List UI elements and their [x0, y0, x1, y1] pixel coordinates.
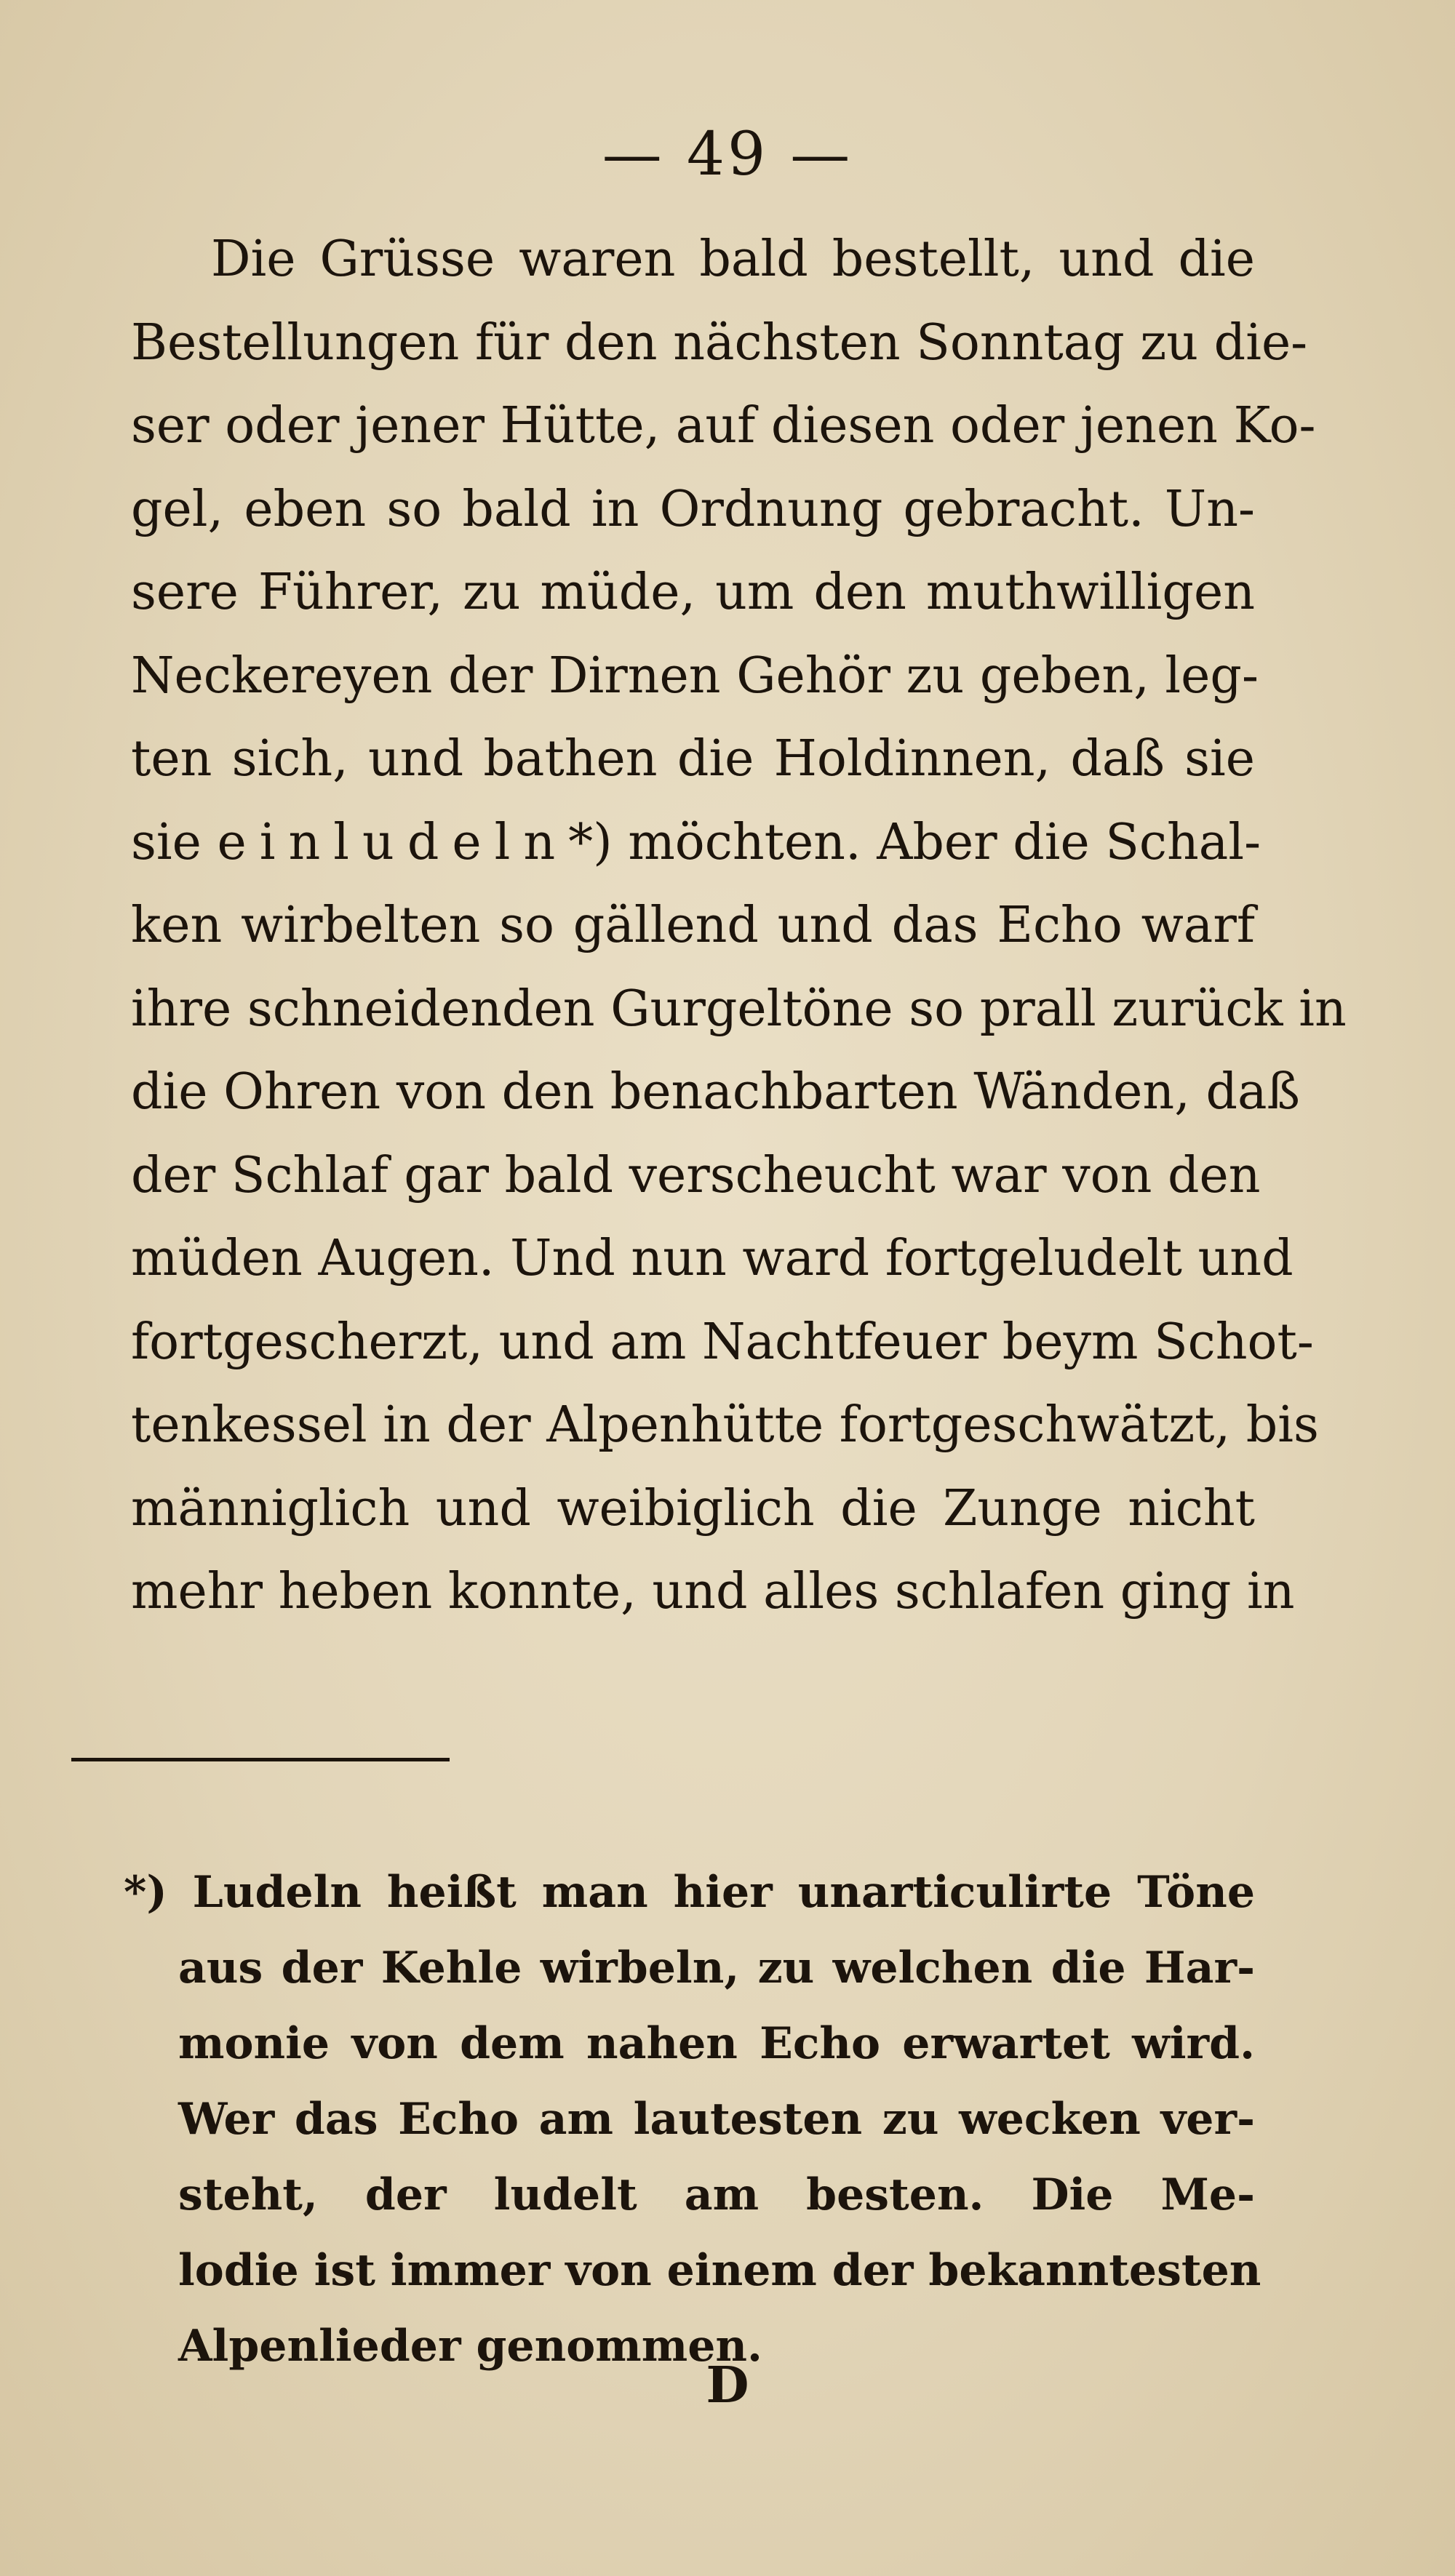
text-line: mehr heben konnte, und alles schlafen ging in: [131, 1563, 1295, 1620]
text-line: Bestellungen für den nächsten Sonntag zu die-: [131, 313, 1308, 372]
text-fragment: sie: [131, 813, 218, 871]
footnote-line: lodie ist immer von einem der bekanntesten: [178, 2245, 1261, 2296]
text-line: ihre schneidenden Gurgeltöne so prall zurück in: [131, 980, 1347, 1038]
text-line: gel, eben so bald in Ordnung gebracht. Un-: [131, 480, 1255, 538]
text-line: tenkessel in der Alpenhütte fortgeschwätzt, bis: [131, 1396, 1319, 1454]
text-line-footnote-ref: [131, 801, 1261, 885]
text-line: ser oder jener Hütte, auf diesen oder jenen Ko-: [131, 397, 1316, 455]
text-line: ken wirbelten so gällend und das Echo warf: [131, 897, 1255, 954]
text-line: die Ohren von den benachbarten Wänden, daß: [131, 1063, 1300, 1121]
text-line: männiglich und weibiglich die Zunge nicht: [131, 1479, 1255, 1537]
text-fragment: *) möchten. Aber die Schal-: [568, 813, 1261, 871]
text-line: Die Grüsse waren bald bestellt, und die: [211, 231, 1255, 288]
text-line: müden Augen. Und nun ward fortgeludelt und: [131, 1230, 1293, 1287]
footnote-line: steht, der ludelt am besten. Die Me-: [178, 2169, 1255, 2220]
footnote-divider: [71, 1758, 450, 1761]
main-text: [131, 218, 1347, 1634]
footnote-line: Alpenlieder genommen.: [178, 2321, 762, 2372]
text-line: sere Führer, zu müde, um den muthwilligen: [131, 564, 1255, 621]
footnote-line: monie von dem nahen Echo erwartet wird.: [178, 2018, 1255, 2069]
text-line: fortgescherzt, und am Nachtfeuer beym Schot-: [131, 1313, 1314, 1371]
emphasized-word: einludeln: [217, 813, 569, 871]
footnote-line: *) Ludeln heißt man hier unarticulirte Töne: [124, 1867, 1255, 1918]
signature-mark: D: [706, 2356, 749, 2415]
footnote-line: aus der Kehle wirbeln, zu welchen die Har-: [178, 1943, 1255, 1993]
text-line: ten sich, und bathen die Holdinnen, daß sie: [131, 730, 1255, 788]
text-line: Neckereyen der Dirnen Gehör zu geben, leg-: [131, 647, 1259, 705]
footnote: [124, 1855, 1261, 2384]
footnote-line: Wer das Echo am lautesten zu wecken ver-: [178, 2094, 1255, 2145]
page-number: — 49 —: [602, 120, 853, 189]
text-line: der Schlaf gar bald verscheucht war von den: [131, 1146, 1261, 1204]
